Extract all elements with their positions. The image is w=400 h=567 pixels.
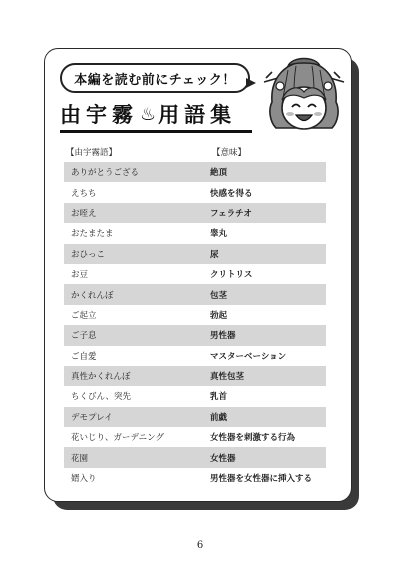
term-cell: デモプレイ [71,412,113,423]
glossary-title [60,99,260,129]
table-row [64,203,326,223]
table-row [64,468,326,488]
term-cell: 花いじり、ガーデニング [71,433,164,444]
table-row [64,305,326,325]
glossary-table [64,162,326,488]
meaning-cell: 快感を得る [210,188,253,199]
meaning-cell: 前戯 [210,412,228,423]
meaning-cell: 女性器を刺激する行為 [210,433,296,444]
meaning-cell: 男性器を女性器に挿入する [210,474,313,485]
hot-spring-icon: ♨ [140,103,157,125]
table-row [64,284,326,304]
mascot-left-blush [286,112,294,116]
table-row [64,366,326,386]
table-row [64,244,326,264]
meaning-cell: 乳首 [210,392,228,403]
table-row [64,346,326,366]
meaning-cell: フェラチオ [210,208,252,219]
term-cell: ご子息 [71,331,97,342]
title-text-part2: 用語集 [158,102,237,127]
title-underline [60,130,252,133]
term-cell: ご自愛 [71,351,97,362]
term-cell: おたまたま [71,229,114,240]
table-row [64,162,326,182]
mascot-right-blush [314,112,322,116]
term-cell: えちち [71,188,97,199]
term-cell: お豆 [71,270,89,281]
title-text-part1: 由宇霧 [60,102,138,127]
table-row [64,386,326,406]
table-row [64,264,326,284]
meaning-cell: 女性器 [210,453,236,464]
table-row [64,427,326,447]
term-cell: ちくびん、突先 [71,392,132,403]
meaning-cell: 尿 [210,249,219,260]
term-cell: 花園 [71,453,89,464]
mascot-illustration [258,52,348,144]
term-cell: 婿入り [71,474,97,485]
page-number: 6 [196,540,204,551]
term-cell: おひっこ [71,249,106,260]
term-cell: かくれんぼ [71,290,114,301]
term-cell: ありがとうござる [71,168,140,179]
table-row [64,407,326,427]
column-header-term: 【由宇霧語】 [66,148,118,158]
table-row [64,325,326,345]
meaning-cell: 絶頂 [210,168,228,179]
meaning-cell: クリトリス [210,270,253,281]
meaning-cell: マスターベーション [210,351,287,362]
term-cell: お咥え [71,208,97,219]
meaning-cell: 睾丸 [210,229,228,240]
table-row [64,447,326,467]
meaning-cell: 男性器 [210,331,236,342]
term-cell: ご起立 [71,310,97,321]
column-header-meaning: 【意味】 [212,148,247,158]
meaning-cell: 包茎 [210,290,228,301]
term-cell: 真性かくれんぼ [71,372,131,383]
meaning-cell: 真性包茎 [210,372,245,383]
table-row [64,223,326,243]
callout-bubble: 本編を読む前にチェック！ [60,63,250,93]
meaning-cell: 勃起 [210,310,228,321]
table-row [64,182,326,202]
callout-bubble-tail [246,78,256,88]
